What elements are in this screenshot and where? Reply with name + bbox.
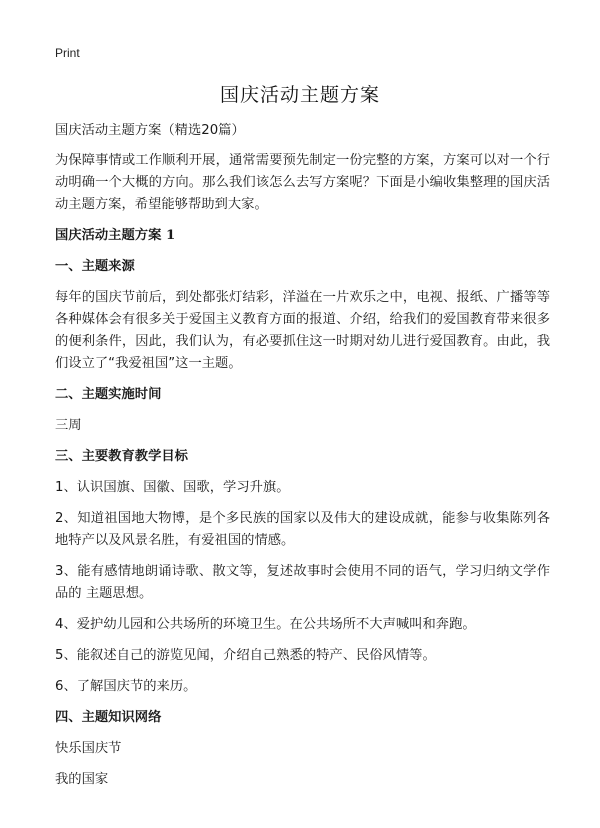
section-heading: 一、主题来源 — [55, 259, 135, 274]
print-link[interactable]: Print — [55, 46, 80, 60]
goal-item: 5、能叙述自己的游览见闻，介绍自己熟悉的特产、民俗风情等。 — [55, 648, 436, 663]
page-title: 国庆活动主题方案 — [219, 84, 380, 106]
section-paragraph: 我的国家 — [55, 772, 109, 787]
goal-item: 1、认识国旗、国徽、国歌，学习升旗。 — [55, 480, 290, 495]
section-heading: 四、主题知识网络 — [55, 710, 162, 725]
section-heading: 三、主要教育教学目标 — [55, 449, 188, 464]
goal-item: 3、能有感情地朗诵诗歌、散文等，复述故事时会使用不同的语气，学习归纳文学作品的 主题思想。 — [55, 564, 550, 601]
document-body — [55, 120, 550, 800]
goal-item: 4、爱护幼儿园和公共场所的环境卫生。在公共场所不大声喊叫和奔跑。 — [55, 617, 476, 632]
section-paragraph: 三周 — [55, 418, 82, 433]
goal-item: 2、知道祖国地大物博，是个多民族的国家以及伟大的建设成就，能参与收集陈列各地特产以及风景名胜，有爱祖国的情感。 — [55, 511, 550, 548]
section-paragraph: 快乐国庆节 — [55, 741, 122, 756]
section-paragraph: 每年的国庆节前后，到处都张灯结彩，洋溢在一片欢乐之中，电视、报纸、广播等等各种媒体会有很多关于爱国主义教育方面的报道、介绍，给我们的爱国教育带来很多的便利条件，因此，我们认为，有必要抓住这一时期对幼儿进行爱国教育。由此，我们设立了“我爱祖国”这一主题。 — [55, 290, 550, 371]
document-subtitle: 国庆活动主题方案（精选20篇） — [55, 123, 245, 138]
plan-heading: 国庆活动主题方案 1 — [55, 228, 176, 243]
intro-paragraph: 为保障事情或工作顺利开展，通常需要预先制定一份完整的方案，方案可以对一个行动明确一个大概的方向。那么我们该怎么去写方案呢？下面是小编收集整理的国庆活动主题方案，希望能够帮助到大家。 — [55, 153, 550, 212]
goal-item: 6、了解国庆节的来历。 — [55, 679, 197, 694]
section-heading: 二、主题实施时间 — [55, 387, 162, 402]
